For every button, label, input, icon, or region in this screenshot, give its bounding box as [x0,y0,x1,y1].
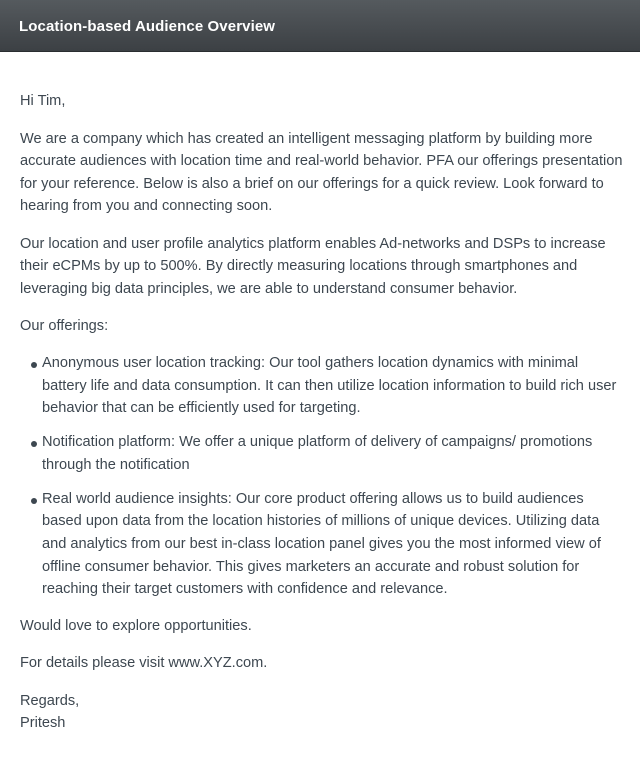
list-item [20,488,626,601]
offering-text: Anonymous user location tracking: Our tool gathers location dynamics with minimal battery life and data consumption. It can then utilize location information to build rich user behavior that can be efficiently used for targeting. [42,355,617,417]
window-title: Location-based Audience Overview [19,18,276,35]
signoff: Regards, [20,692,80,709]
list-item [20,352,626,420]
platform-paragraph: Our location and user profile analytics platform enables Ad-networks and DSPs to increase their eCPMs by up to 500%. By directly measuring locations through smartphones and leveraging big data principles, we are able to understand consumer behavior. [20,235,606,297]
details-line: For details please visit www.XYZ.com. [20,655,268,672]
list-item [20,431,626,476]
greeting: Hi Tim, [20,93,66,109]
offerings-list [20,352,626,601]
title-bar [0,0,640,52]
intro-paragraph: We are a company which has created an intelligent messaging platform by building more accurate audiences with location time and real-world behavior. PFA our offerings presentation for your reference. Below is also a brief on our offerings for a quick review. Look forward to hearing from you and connecting soon. [20,130,623,215]
email-body [0,52,640,735]
offering-text: Real world audience insights: Our core product offering allows us to build audiences based upon data from the location histories of millions of unique devices. Utilizing data and analytics from our best in-class location panel gives you the most informed view of offline consumer behavior. This gives marketers an accurate and robust solution for reaching their target customers with confidence and relevance. [42,490,601,598]
bullet-icon [31,362,37,368]
bullet-icon [31,441,37,447]
offering-text: Notification platform: We offer a unique platform of delivery of campaigns/ promotions through the notification [42,434,593,473]
signature-name: Pritesh [20,715,66,732]
offerings-heading: Our offerings: [20,317,109,334]
closing-line: Would love to explore opportunities. [20,618,252,635]
signature-block [20,690,626,735]
bullet-icon [31,498,37,504]
offerings-list-wrap [20,352,626,601]
